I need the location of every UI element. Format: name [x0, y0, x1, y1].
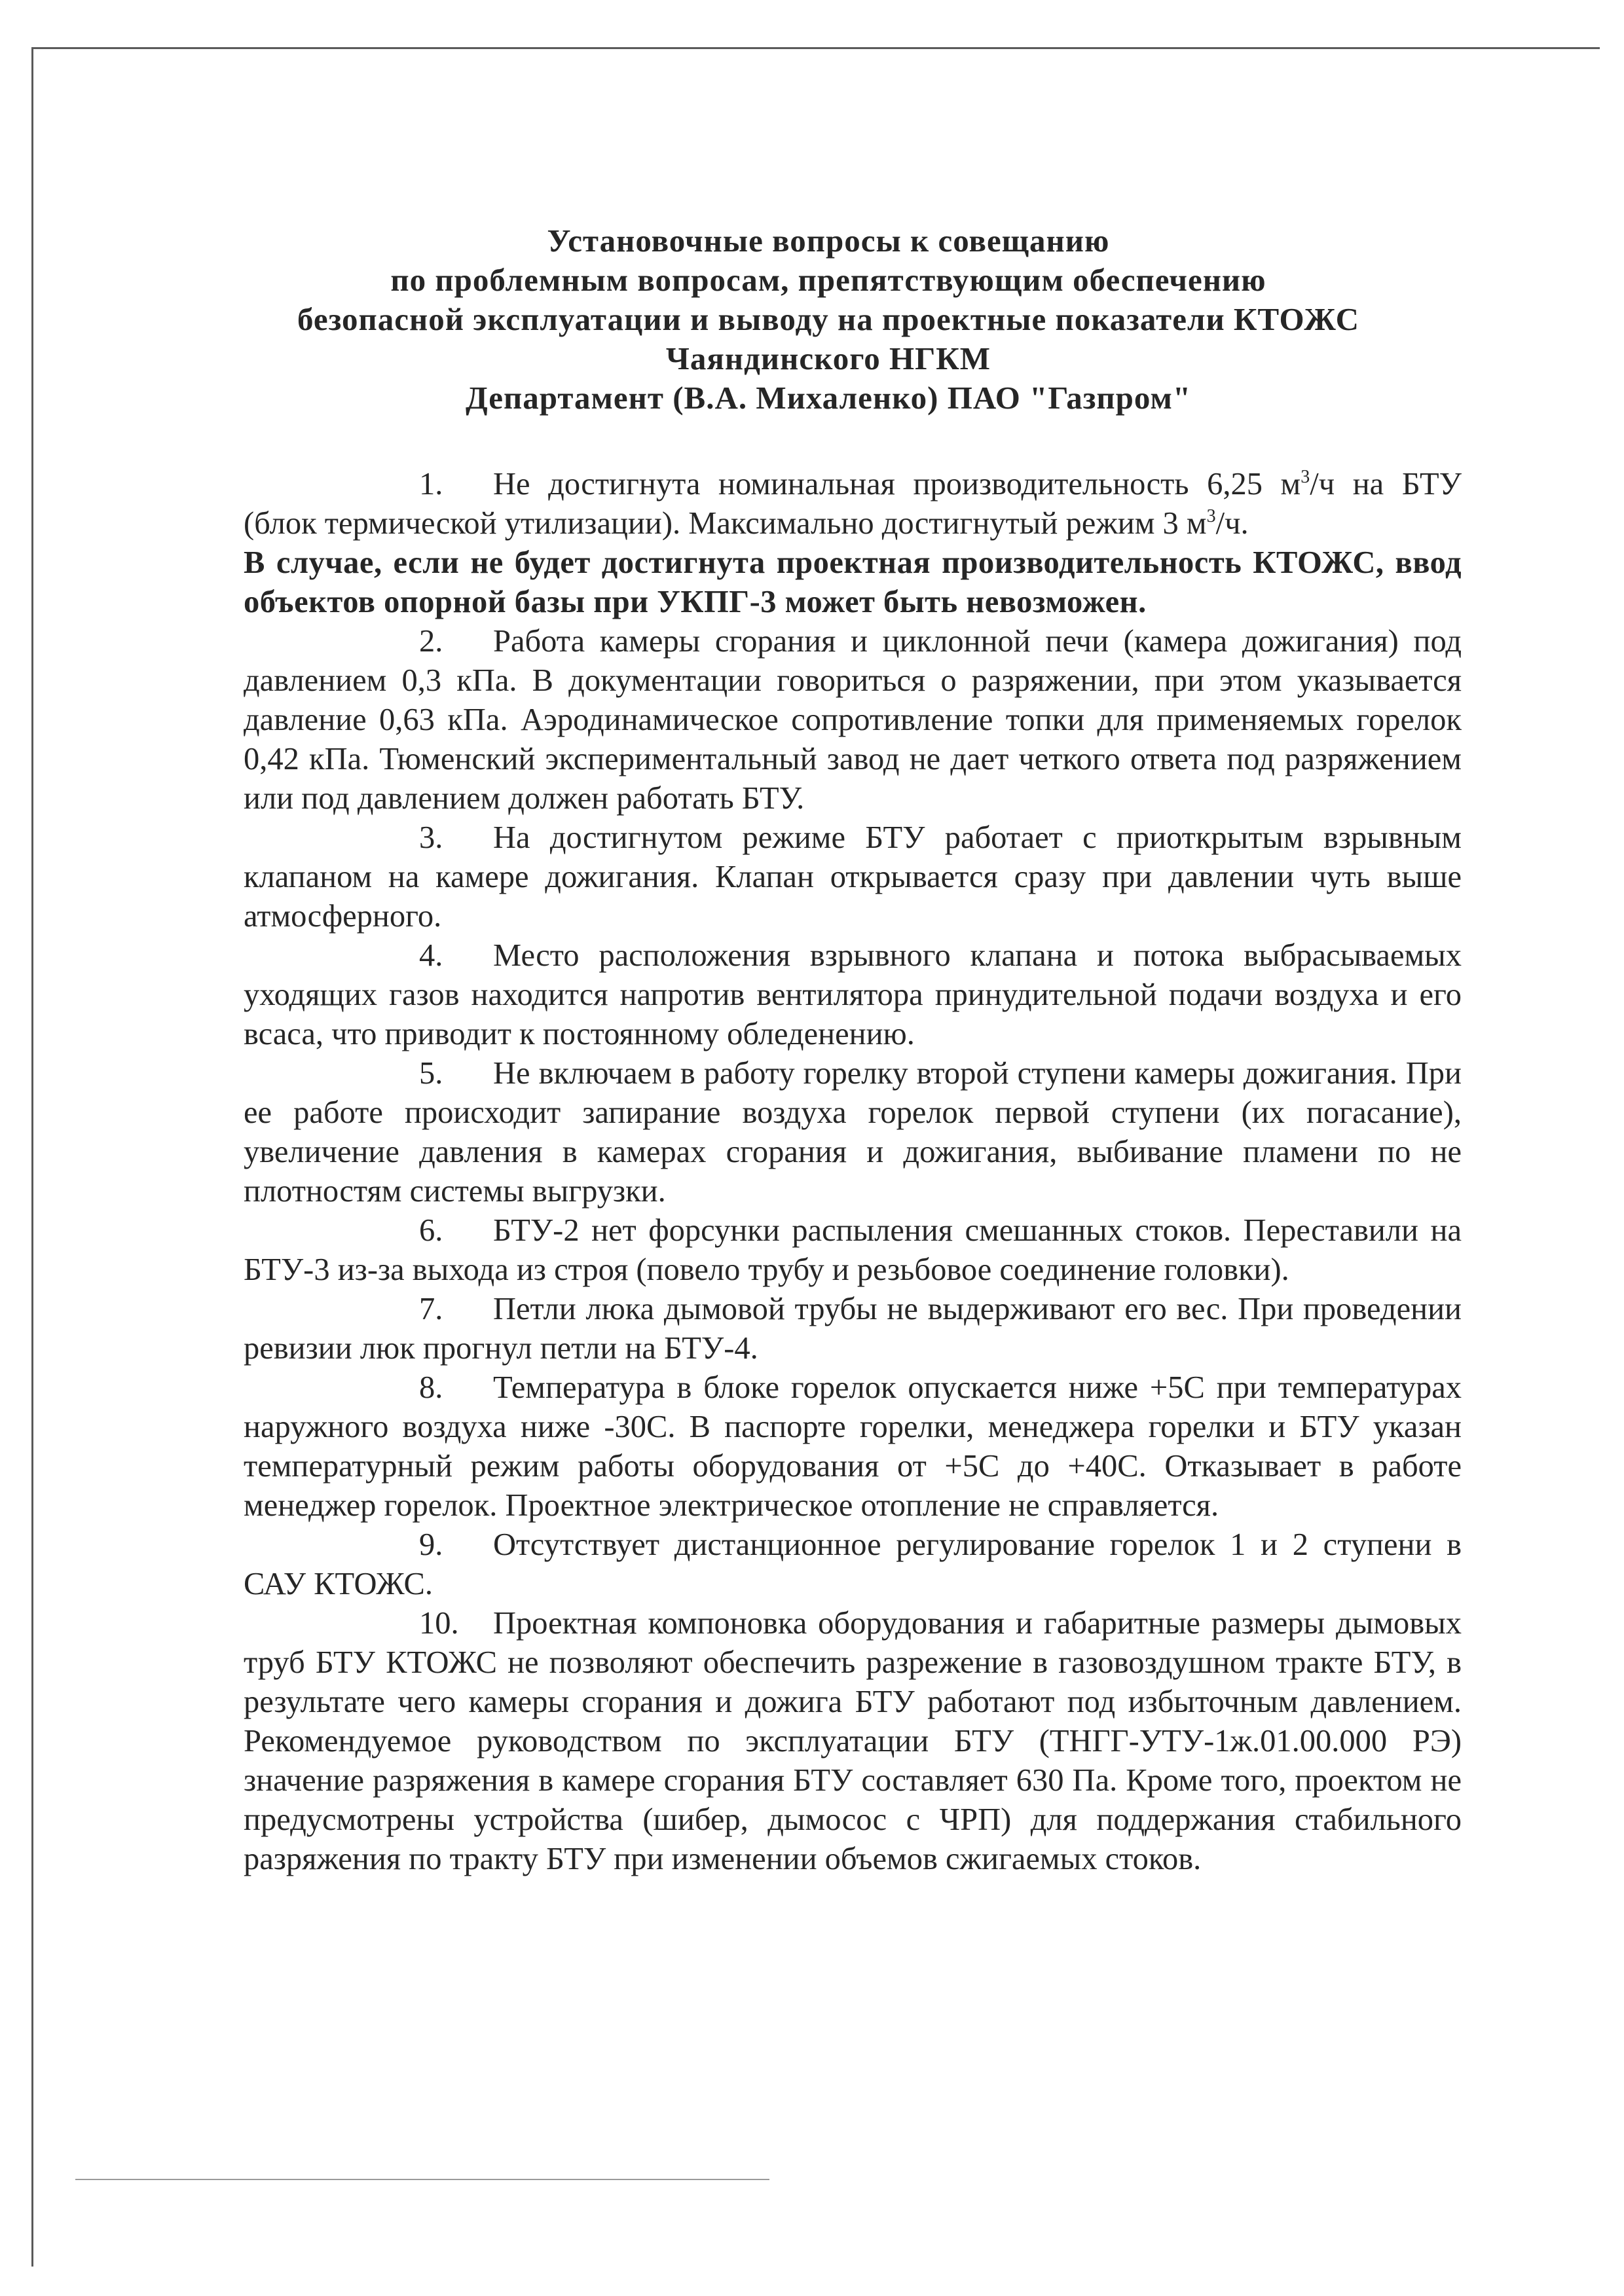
list-item	[244, 1525, 1462, 1604]
list-item	[244, 1368, 1462, 1525]
title-line: Установочные вопросы к совещанию	[547, 223, 1110, 259]
item-text: На достигнутом режиме БТУ работает с приоткрытым взрывным клапаном на камере дожигания. Клапан открывается сразу при давлении чуть выше атмосферного.	[244, 820, 1462, 934]
list-item	[244, 936, 1462, 1054]
item-number: 3.	[419, 820, 443, 855]
item-number: 8.	[419, 1370, 443, 1405]
item-text: /ч на БТУ (блок термической утилизации). Максимально достигнутый режим 3 м	[244, 467, 1462, 541]
document-title	[196, 221, 1460, 418]
list-item	[244, 818, 1462, 936]
title-line: Департамент (В.А. Михаленко) ПАО "Газпром"	[465, 380, 1192, 416]
item-number: 5.	[419, 1056, 443, 1091]
scan-border-top	[31, 47, 1600, 49]
item-number: 4.	[419, 938, 443, 973]
item-text: Работа камеры сгорания и циклонной печи (камера дожигания) под давлением 0,3 кПа. В документации говориться о разряжении, при этом указывается давление 0,63 кПа. Аэродинамическое сопротивление топки для применяемых горелок 0,42 кПа. Тюменский экспериментальный завод не дает четкого ответа под разряжением или под давлением должен работать БТУ.	[244, 624, 1462, 816]
document-body	[244, 465, 1462, 1879]
title-line: по проблемным вопросам, препятствующим обеспечению	[390, 262, 1266, 298]
superscript: 3	[1301, 467, 1310, 487]
item-number: 6.	[419, 1213, 443, 1248]
item-text: Температура в блоке горелок опускается ниже +5С при температурах наружного воздуха ниже -30С. В паспорте горелки, менеджера горелки и БТУ указан температурный режим работы оборудования от +5С до +40С. Отказывает в работе менеджер горелок. Проектное электрическое отопление не справляется.	[244, 1370, 1462, 1523]
item-text: Не достигнута номинальная производительность 6,25 м	[493, 467, 1301, 501]
item-text: Петли люка дымовой трубы не выдерживают его вес. При проведении ревизии люк прогнул петли на БТУ-4.	[244, 1292, 1462, 1366]
list-item	[244, 465, 1462, 543]
bold-note: В случае, если не будет достигнута проектная производительность КТОЖС, ввод объектов опорной базы при УКПГ-3 может быть невозможен.	[244, 545, 1462, 619]
scan-border-left	[31, 47, 33, 2267]
item-number: 1.	[419, 467, 443, 501]
list-item	[244, 1604, 1462, 1879]
item-number: 7.	[419, 1292, 443, 1326]
title-line: безопасной эксплуатации и выводу на проектные показатели КТОЖС	[297, 301, 1360, 337]
list-item	[244, 1211, 1462, 1290]
item-text: Не включаем в работу горелку второй ступени камеры дожигания. При ее работе происходит запирание воздуха горелок первой ступени (их погасание), увеличение давления в камерах сгорания и дожигания, выбивание пламени по не плотностям системы выгрузки.	[244, 1056, 1462, 1209]
title-line: Чаяндинского НГКМ	[665, 340, 991, 376]
item-text: /ч.	[1215, 506, 1249, 541]
item-number: 9.	[419, 1527, 443, 1562]
item-text: Отсутствует дистанционное регулирование горелок 1 и 2 ступени в САУ КТОЖС.	[244, 1527, 1462, 1601]
footer-divider	[75, 2179, 769, 2180]
item-text: БТУ-2 нет форсунки распыления смешанных стоков. Переставили на БТУ-3 из-за выхода из строя (повело трубу и резьбовое соединение головки).	[244, 1213, 1462, 1287]
list-item	[244, 1054, 1462, 1211]
superscript: 3	[1206, 506, 1216, 526]
list-item	[244, 1290, 1462, 1368]
list-item	[244, 622, 1462, 818]
item-number: 2.	[419, 624, 443, 659]
item-text: Проектная компоновка оборудования и габаритные размеры дымовых труб БТУ КТОЖС не позволяют обеспечить разрежение в газовоздушном тракте БТУ, в результате чего камеры сгорания и дожига БТУ работают под избыточным давлением. Рекомендуемое руководством по эксплуатации БТУ (ТНГГ-УТУ-1ж.01.00.000 РЭ) значение разряжения в камере сгорания БТУ составляет 630 Па. Кроме того, проектом не предусмотрены устройства (шибер, дымосос с ЧРП) для поддержания стабильного разряжения по тракту БТУ при изменении объемов сжигаемых стоков.	[244, 1606, 1462, 1876]
item-text: Место расположения взрывного клапана и потока выбрасываемых уходящих газов находится напротив вентилятора принудительной подачи воздуха и его всаса, что приводит к постоянному обледенению.	[244, 938, 1462, 1051]
item-number: 10.	[419, 1606, 459, 1641]
